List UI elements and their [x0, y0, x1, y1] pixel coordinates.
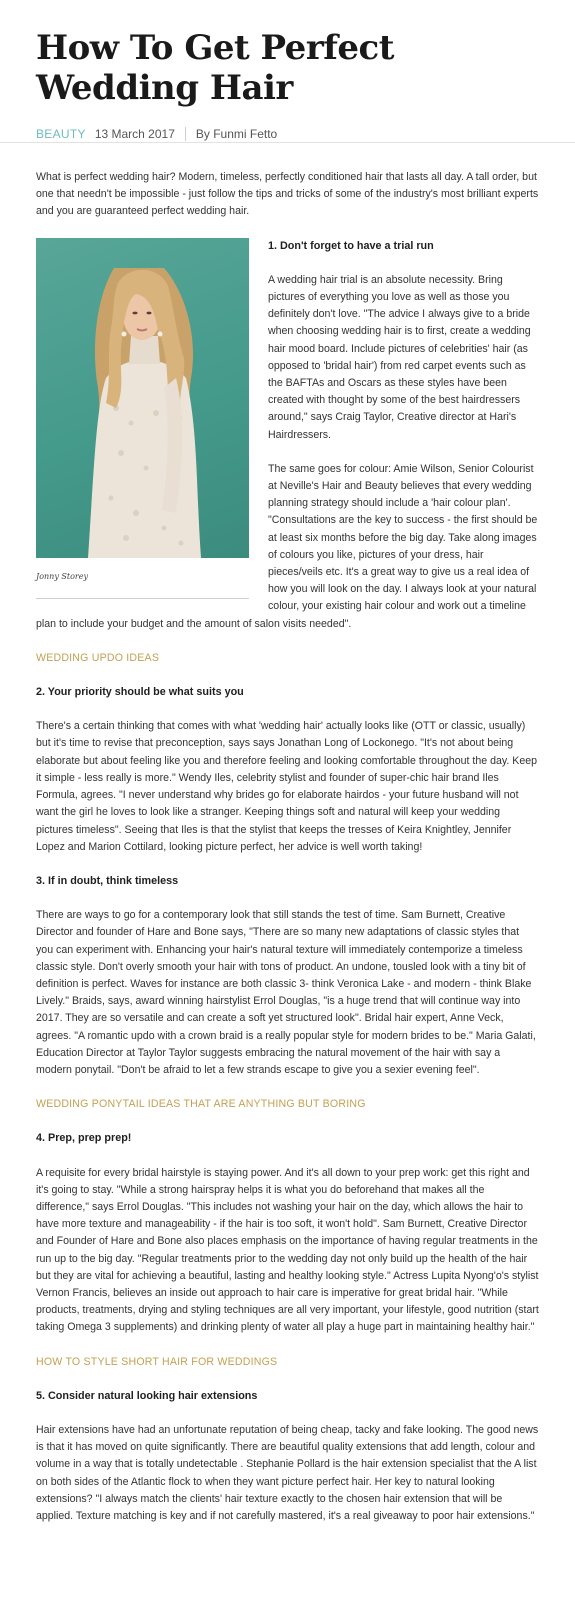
section-5 [36, 1354, 539, 1526]
related-link-short-hair[interactable]: HOW TO STYLE SHORT HAIR FOR WEDDINGS [36, 1355, 278, 1368]
article-header [0, 0, 575, 143]
article-title: How To Get Perfect Wedding Hair [36, 28, 394, 108]
section-heading: 4. Prep, prep prep! [36, 1132, 132, 1145]
photo-credit: Jonny Storey [36, 558, 249, 599]
section-paragraph: There are ways to go for a contemporary look that still stands the test of time. Sam Burnett, Creative Director and founder of Hare and Bone says, "There are so many new adaptations of classic styles that you can experiment with. Enhancing your hair's natural texture will immediately contemporize a timeless classic style. Don't overly smooth your hair with tons of product. An undone, tousled look with a tiny bit of definition is perfect. Waves for instance are both classic 3- think Veronica Lake - and modern - think Blake Lively." Braids, says, award winning hairstylist Errol Douglas, "is a huge trend that will continue way into 2017. They are so versatile and can create a soft yet structured look". Bridal hair expert, Anne Veck, agrees. "A romantic updo with a crown braid is a really popular style for modern brides to be." Maria Galati, Education Director at Taylor Taylor suggests embracing the natural movement of the hair with say a modern ponytail. "Don't be afraid to let a few strands escape to give you a sexier evening feel". [36, 909, 536, 1076]
section-heading: 3. If in doubt, think timeless [36, 874, 179, 887]
related-link-updo[interactable]: WEDDING UPDO IDEAS [36, 651, 160, 664]
publish-date: 13 March 2017 [94, 127, 175, 141]
section-paragraph: There's a certain thinking that comes with what 'wedding hair' actually looks like (OTT or classic, usually) but it's time to revise that preconception, says says Jonathan Long of Lockonego. "It's not about being elaborate but about feeling like you and therefore feeling and looking comfortable throughout the day. Keep it simple - less really is more." Wendy Iles, celebrity stylist and founder of super-chic hair brand Iles Formula, agrees. "I never understand why brides go for elaborate hairdos - your future husband will not want the girl he loves to look like a stranger. Keeping things soft and natural will keep your wedding pictures timeless". Seeing that Iles is that the stylist that keeps the tresses of Keira Knightley, Jennifer Lopez and Marion Cottilard, looking picture perfect, her advice is well worth taking! [36, 720, 538, 853]
section-heading: 5. Consider natural looking hair extensions [36, 1389, 258, 1402]
bride-illustration [36, 238, 249, 558]
intro-paragraph: What is perfect wedding hair? Modern, timeless, perfectly conditioned hair that lasts all day. A tall order, but one that needn't be impossible - just follow the tips and tricks of some of the industry's most brilliant experts and you are guaranteed perfect wedding hair. [36, 171, 539, 218]
section-heading: 1. Don't forget to have a trial run [268, 239, 434, 252]
related-link-ponytail[interactable]: WEDDING PONYTAIL IDEAS THAT ARE ANYTHING BUT BORING [36, 1098, 366, 1111]
bride-photo [36, 238, 249, 558]
article-figure [36, 238, 249, 599]
section-4 [36, 1096, 539, 1336]
section-2 [36, 650, 539, 856]
author-byline: By Funmi Fetto [195, 127, 278, 141]
meta-divider [185, 127, 186, 141]
section-paragraph: Hair extensions have had an unfortunate reputation of being cheap, tacky and fake looking. The good news is that it has moved on quite significantly. There are beautiful quality extensions that add length, colour and volume in a way that is totally undetectable . Stephanie Pollard is the hair extension specialist that the A list on both sides of the Atlantic flock to when they want picture perfect hair. Her key to natural looking extensions? "I always match the clients' hair texture exactly to the chosen hair extension that will be applied. Texture matching is key and if not carefully mastered, it's a real giveaway to poor hair extensions." [36, 1423, 539, 1522]
section-paragraph: A wedding hair trial is an absolute necessity. Bring pictures of everything you love as well as those you definitely don't love. "The advice I always give to a bride when choosing wedding hair is to first, create a wedding hair mood board. Include pictures of celebrities' hair (as opposed to 'bridal hair') from red carpet events such as the BAFTAs and Oscars as these styles have been created with thought by some of the best hairdressers around," says Craig Taylor, Creative director at Hari's Hairdressers. [268, 273, 531, 441]
category-link[interactable]: BEAUTY [36, 127, 86, 141]
article-meta [36, 127, 539, 141]
section-heading: 2. Your priority should be what suits you [36, 686, 244, 699]
article-body [0, 143, 575, 1525]
section-paragraph: The same goes for colour: Amie Wilson, Senior Colourist at Neville's Hair and Beauty believes that every wedding planning strategy should include a 'hair colour plan'. "Consultations are the key to success - the first should be at least six months before the big day. Take along images of colours you like, pictures of your dress, hair pieces/veils etc. It's a great way to give us a real idea of how you will look on the day. I always look at your natural colour, your existing hair colour and work out a timeline plan to include your budget and the amount of salon visits needed". [36, 462, 538, 630]
section-paragraph: A requisite for every bridal hairstyle is staying power. And it's all down to your prep work: get this right and it's going to stay. "While a strong hairspray helps it is what you do beforehand that makes all the difference," says Errol Douglas. "This includes not washing your hair on the day, which allows the hair to have more texture and manageability - if the hair is too soft, it won't hold". Sam Burnett, Creative Director and Founder of Hare and Bone also places emphasis on the importance of having regular treatments in the run up to the big day. "Regular treatments prior to the wedding day not only build up the health of the hair but they are vital for achieving a beautiful, lasting and healthy looking style." Actress Lupita Nyong'o's stylist Vernon Francis, believes an inside out approach to hair care is imperative for great bridal hair. "While products, treatments, drying and styling techniques are all very important, your lifestyle, good nutrition (start taking Omega 3 supplements) and drinking plenty of water all play a huge part in maintaining healthy hair." [36, 1166, 539, 1334]
section-3 [36, 873, 539, 1079]
